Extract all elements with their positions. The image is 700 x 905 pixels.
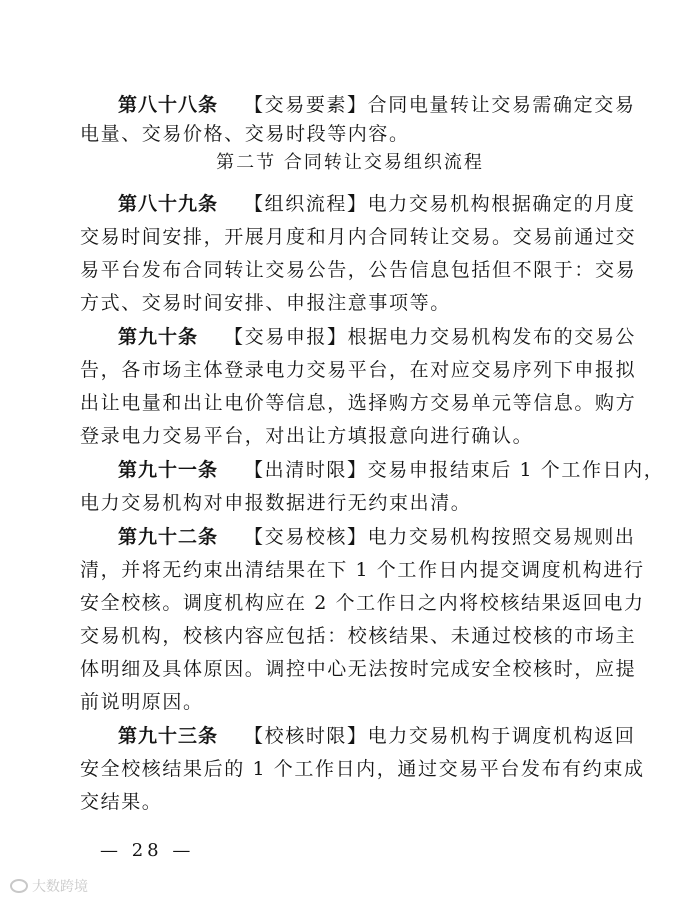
- article-93-line-2: 安全校核结果后的 1 个工作日内，通过交易平台发布有约束成: [80, 758, 645, 780]
- article-92-label: 第九十二条: [118, 526, 219, 548]
- article-92-line-3: 安全校核。调度机构应在 2 个工作日之内将校核结果返回电力: [80, 592, 645, 614]
- article-91-line-2: 电力交易机构对申报数据进行无约束出清。: [80, 492, 472, 514]
- article-88-label: 第八十八条: [118, 94, 219, 116]
- article-88-line-2: 电量、交易价格、交易时段等内容。: [80, 123, 410, 145]
- article-92-line-5: 体明细及具体原因。调控中心无法按时完成安全校核时，应提: [80, 658, 637, 680]
- article-89-label: 第八十九条: [118, 193, 219, 215]
- article-88-line-1: [118, 92, 636, 118]
- article-91-label: 第九十一条: [118, 459, 219, 481]
- article-91-text: 【出清时限】交易申报结束后 1 个工作日内，: [244, 459, 665, 481]
- article-89-line-1: [118, 191, 636, 217]
- article-89-text: 【组织流程】电力交易机构根据确定的月度: [244, 193, 636, 215]
- watermark-logo-icon: [10, 879, 28, 893]
- article-93-line-1: [118, 723, 636, 749]
- article-90-text: 【交易申报】根据电力交易机构发布的交易公: [224, 326, 637, 348]
- watermark-text: 大数跨境: [32, 879, 88, 895]
- article-89-line-2: 交易时间安排，开展月度和月内合同转让交易。交易前通过交: [80, 226, 637, 248]
- page-number: — 28 —: [100, 840, 195, 861]
- article-92-line-6: 前说明原因。: [80, 691, 204, 713]
- article-90-line-4: 登录电力交易平台，对出让方填报意向进行确认。: [80, 425, 534, 447]
- article-92-line-2: 清，并将无约束出清结果在下 1 个工作日内提交调度机构进行: [80, 559, 645, 581]
- article-90-line-1: [118, 324, 637, 350]
- watermark: [10, 876, 88, 896]
- article-92-text: 【交易校核】电力交易机构按照交易规则出: [244, 526, 636, 548]
- article-91-line-1: [118, 457, 665, 483]
- article-89-line-4: 方式、交易时间安排、申报注意事项等。: [80, 292, 451, 314]
- article-92-line-1: [118, 524, 636, 550]
- section-heading: 第二节 合同转让交易组织流程: [216, 152, 484, 173]
- article-92-line-4: 交易机构，校核内容应包括：校核结果、未通过校核的市场主: [80, 625, 637, 647]
- article-89-line-3: 易平台发布合同转让交易公告，公告信息包括但不限于：交易: [80, 259, 637, 281]
- article-90-line-3: 出让电量和出让电价等信息，选择购方交易单元等信息。购方: [80, 392, 637, 414]
- article-88-text: 【交易要素】合同电量转让交易需确定交易: [244, 94, 636, 116]
- article-93-text: 【校核时限】电力交易机构于调度机构返回: [244, 725, 636, 747]
- article-93-label: 第九十三条: [118, 725, 219, 747]
- article-93-line-3: 交结果。: [80, 791, 163, 813]
- article-90-line-2: 告，各市场主体登录电力交易平台，在对应交易序列下申报拟: [80, 359, 637, 381]
- article-90-label: 第九十条: [118, 326, 199, 348]
